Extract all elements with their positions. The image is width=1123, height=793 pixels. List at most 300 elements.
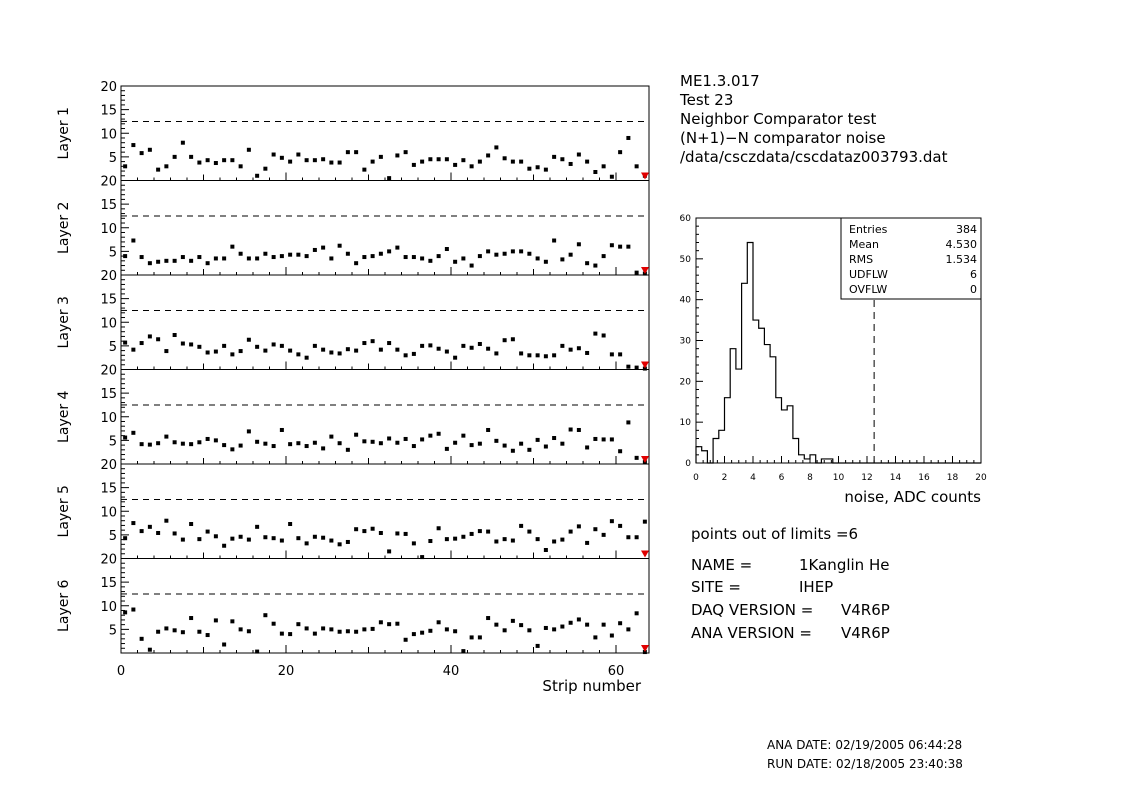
data-point: [445, 627, 449, 631]
data-point: [263, 252, 267, 256]
data-point: [255, 174, 259, 178]
data-point: [247, 429, 251, 433]
layer-plots: [56, 80, 649, 679]
hist-x-tick-label: 12: [861, 473, 873, 483]
data-point: [585, 541, 589, 545]
data-point: [395, 441, 399, 445]
data-point: [593, 527, 597, 531]
data-point: [420, 437, 424, 441]
data-point: [321, 626, 325, 630]
layer-label: Layer 2: [56, 201, 72, 254]
y-tick-label: 15: [100, 481, 117, 497]
data-point: [412, 255, 416, 259]
data-point: [577, 153, 581, 157]
data-point: [486, 347, 490, 351]
overflow-marker: [641, 173, 649, 180]
data-point: [371, 254, 375, 258]
data-point: [470, 635, 474, 639]
data-point: [140, 341, 144, 345]
data-point: [635, 271, 639, 275]
ana-version-value: V4R6P: [841, 624, 890, 642]
y-tick-label: 20: [100, 174, 117, 190]
layer-frame: [121, 181, 649, 276]
data-point: [263, 535, 267, 539]
y-tick-label: 20: [100, 80, 117, 95]
data-point: [230, 245, 234, 249]
data-point: [321, 446, 325, 450]
data-point: [288, 442, 292, 446]
data-point: [486, 530, 490, 534]
data-point: [461, 535, 465, 539]
data-point: [230, 447, 234, 451]
data-point: [321, 157, 325, 161]
data-point: [379, 348, 383, 352]
data-point: [453, 441, 457, 445]
data-point: [387, 249, 391, 253]
data-point: [395, 348, 399, 352]
data-point: [470, 443, 474, 447]
data-point: [305, 254, 309, 258]
data-point: [346, 629, 350, 633]
data-point: [544, 548, 548, 552]
data-point: [560, 538, 564, 542]
data-point: [148, 443, 152, 447]
hist-x-tick-label: 4: [750, 473, 756, 483]
data-point: [577, 242, 581, 246]
data-point: [643, 520, 647, 524]
data-point: [371, 527, 375, 531]
x-tick-label: 60: [607, 664, 625, 679]
data-point: [445, 537, 449, 541]
layer-label: Layer 5: [56, 485, 72, 538]
data-point: [329, 350, 333, 354]
data-point: [428, 259, 432, 263]
data-point: [445, 157, 449, 161]
layer-plot-6: [56, 553, 649, 655]
hist-x-tick-label: 8: [807, 473, 813, 483]
layer-frame: [121, 275, 649, 370]
data-point: [280, 632, 284, 636]
hist-x-tick-label: 10: [832, 473, 845, 483]
data-point: [610, 352, 614, 356]
data-point: [263, 349, 267, 353]
data-point: [626, 136, 630, 140]
data-point: [618, 245, 622, 249]
data-point: [173, 440, 177, 444]
layer-frame: [121, 559, 649, 654]
y-tick-label: 10: [100, 505, 117, 521]
data-point: [626, 535, 630, 539]
stats-value: 0: [970, 283, 977, 296]
data-point: [486, 249, 490, 253]
hist-y-tick-label: 0: [685, 459, 691, 469]
data-point: [131, 608, 135, 612]
data-point: [371, 160, 375, 164]
data-point: [494, 439, 498, 443]
data-point: [371, 627, 375, 631]
data-point: [593, 170, 597, 174]
y-tick-label: 5: [108, 150, 117, 166]
data-point: [354, 150, 358, 154]
hist-x-tick-label: 16: [918, 473, 930, 483]
data-point: [511, 160, 515, 164]
data-point: [395, 622, 399, 626]
data-point: [222, 344, 226, 348]
data-point: [288, 349, 292, 353]
data-point: [626, 365, 630, 369]
data-point: [338, 630, 342, 634]
data-point: [123, 436, 127, 440]
data-point: [626, 420, 630, 424]
points-out-label: points out of limits =: [691, 525, 849, 543]
hist-y-tick-label: 60: [679, 214, 691, 224]
data-point: [560, 344, 564, 348]
y-tick-label: 5: [108, 528, 117, 544]
data-point: [420, 344, 424, 348]
data-point: [412, 632, 416, 636]
data-point: [602, 437, 606, 441]
data-point: [618, 449, 622, 453]
data-point: [412, 444, 416, 448]
data-point: [239, 349, 243, 353]
data-point: [206, 530, 210, 534]
data-point: [379, 441, 383, 445]
data-point: [181, 255, 185, 259]
data-point: [164, 349, 168, 353]
data-point: [131, 348, 135, 352]
data-point: [329, 256, 333, 260]
data-point: [288, 253, 292, 257]
layer-label: Layer 3: [56, 296, 72, 349]
data-point: [181, 442, 185, 446]
data-point: [305, 356, 309, 360]
data-point: [610, 634, 614, 638]
data-point: [272, 255, 276, 259]
data-point: [181, 630, 185, 634]
y-tick-label: 20: [100, 458, 117, 473]
data-point: [305, 626, 309, 630]
layer-plot-1: [56, 80, 649, 181]
data-point: [148, 525, 152, 529]
data-point: [569, 348, 573, 352]
data-point: [519, 351, 523, 355]
site-value: IHEP: [799, 578, 834, 596]
data-point: [181, 538, 185, 542]
layer-frame: [121, 370, 649, 465]
data-point: [313, 158, 317, 162]
data-point: [437, 526, 441, 530]
noise-histogram: [680, 214, 987, 483]
data-point: [569, 530, 573, 534]
data-point: [602, 623, 606, 627]
data-point: [338, 542, 342, 546]
data-point: [362, 439, 366, 443]
data-point: [214, 256, 218, 260]
data-point: [486, 153, 490, 157]
data-point: [519, 442, 523, 446]
data-point: [511, 619, 515, 623]
data-point: [453, 629, 457, 633]
stats-value: 1.534: [945, 253, 977, 266]
data-point: [519, 524, 523, 528]
data-point: [461, 344, 465, 348]
data-point: [197, 255, 201, 259]
data-point: [296, 441, 300, 445]
data-point: [156, 337, 160, 341]
data-point: [140, 255, 144, 259]
x-tick-label: 40: [442, 664, 460, 679]
data-point: [519, 249, 523, 253]
hist-y-tick-label: 30: [679, 336, 691, 347]
data-point: [461, 434, 465, 438]
data-point: [156, 168, 160, 172]
data-point: [346, 540, 350, 544]
daq-version-value: V4R6P: [841, 601, 890, 619]
data-point: [404, 150, 408, 154]
y-tick-label: 15: [100, 103, 117, 119]
data-point: [536, 353, 540, 357]
data-point: [247, 338, 251, 342]
data-point: [362, 529, 366, 533]
y-tick-label: 20: [100, 363, 117, 379]
stats-box: [841, 218, 981, 299]
data-point: [189, 616, 193, 620]
data-point: [280, 539, 284, 543]
data-point: [437, 347, 441, 351]
data-point: [503, 628, 507, 632]
y-tick-label: 10: [100, 127, 117, 143]
data-point: [420, 256, 424, 260]
data-point: [338, 244, 342, 248]
data-point: [272, 622, 276, 626]
data-point: [123, 164, 127, 168]
data-point: [437, 157, 441, 161]
x-tick-label: 20: [277, 664, 295, 679]
data-point: [272, 342, 276, 346]
data-point: [618, 524, 622, 528]
data-point: [206, 261, 210, 265]
data-point: [140, 151, 144, 155]
data-point: [453, 356, 457, 360]
data-point: [197, 440, 201, 444]
data-point: [585, 623, 589, 627]
data-point: [544, 626, 548, 630]
data-point: [313, 535, 317, 539]
site-label: SITE =: [691, 578, 741, 596]
data-point: [610, 243, 614, 247]
data-point: [338, 441, 342, 445]
data-point: [387, 176, 391, 180]
data-point: [453, 260, 457, 264]
data-point: [461, 158, 465, 162]
data-point: [346, 252, 350, 256]
y-tick-label: 10: [100, 316, 117, 332]
data-point: [189, 155, 193, 159]
data-point: [148, 148, 152, 152]
data-point: [164, 626, 168, 630]
data-point: [626, 627, 630, 631]
data-point: [173, 259, 177, 263]
data-point: [189, 522, 193, 526]
layer-label: Layer 1: [56, 107, 72, 160]
data-point: [593, 264, 597, 268]
data-point: [602, 333, 606, 337]
data-point: [156, 260, 160, 264]
stats-label: OVFLW: [849, 283, 888, 296]
overflow-marker: [641, 456, 649, 463]
data-point: [610, 519, 614, 523]
layer-label: Layer 6: [56, 579, 72, 632]
data-point: [239, 535, 243, 539]
stats-label: UDFLW: [849, 268, 888, 281]
data-point: [536, 165, 540, 169]
data-point: [305, 541, 309, 545]
data-point: [552, 353, 556, 357]
run-date-label: RUN DATE:: [767, 757, 833, 771]
data-point: [222, 158, 226, 162]
y-tick-label: 20: [100, 552, 117, 568]
data-point: [437, 254, 441, 258]
data-point: [230, 537, 234, 541]
y-tick-label: 5: [108, 339, 117, 355]
stats-label: Mean: [849, 238, 879, 251]
data-point: [635, 164, 639, 168]
data-point: [503, 537, 507, 541]
data-point: [379, 620, 383, 624]
data-point: [255, 440, 259, 444]
data-point: [470, 264, 474, 268]
data-point: [255, 345, 259, 349]
data-point: [420, 631, 424, 635]
data-point: [156, 630, 160, 634]
y-tick-label: 15: [100, 387, 117, 403]
data-point: [189, 442, 193, 446]
data-point: [585, 351, 589, 355]
data-point: [247, 629, 251, 633]
data-point: [371, 339, 375, 343]
data-point: [552, 436, 556, 440]
data-point: [585, 261, 589, 265]
data-point: [486, 616, 490, 620]
y-tick-label: 10: [100, 599, 117, 615]
run-date-value: 02/18/2005 23:40:38: [836, 757, 963, 771]
data-point: [346, 448, 350, 452]
data-point: [519, 623, 523, 627]
hist-y-tick-label: 40: [679, 295, 691, 306]
data-point: [379, 252, 383, 256]
data-point: [239, 252, 243, 256]
data-point: [511, 449, 515, 453]
data-point: [148, 334, 152, 338]
data-point: [214, 534, 218, 538]
data-point: [618, 621, 622, 625]
data-point: [206, 350, 210, 354]
data-point: [428, 434, 432, 438]
data-point: [296, 253, 300, 257]
data-point: [536, 438, 540, 442]
data-point: [164, 435, 168, 439]
data-point: [461, 649, 465, 653]
data-point: [437, 620, 441, 624]
data-point: [428, 539, 432, 543]
data-point: [288, 522, 292, 526]
data-point: [511, 539, 515, 543]
data-point: [486, 428, 490, 432]
data-point: [123, 254, 127, 258]
data-point: [404, 532, 408, 536]
data-point: [593, 332, 597, 336]
data-point: [222, 443, 226, 447]
data-point: [552, 239, 556, 243]
data-point: [354, 349, 358, 353]
data-point: [428, 629, 432, 633]
data-point: [494, 253, 498, 257]
data-point: [412, 163, 416, 167]
data-point: [206, 158, 210, 162]
data-point: [131, 143, 135, 147]
data-point: [354, 527, 358, 531]
layer-label: Layer 4: [56, 390, 72, 443]
data-point: [214, 161, 218, 165]
data-point: [239, 164, 243, 168]
data-point: [503, 444, 507, 448]
stats-label: RMS: [849, 253, 874, 266]
data-point: [140, 637, 144, 641]
data-point: [478, 160, 482, 164]
data-point: [478, 635, 482, 639]
data-point: [569, 253, 573, 257]
data-point: [527, 252, 531, 256]
data-point: [552, 155, 556, 159]
data-point: [610, 175, 614, 179]
data-point: [263, 613, 267, 617]
data-point: [503, 252, 507, 256]
data-point: [577, 524, 581, 528]
test-number: Test 23: [680, 91, 734, 109]
data-point: [321, 348, 325, 352]
data-point: [272, 153, 276, 157]
data-point: [387, 436, 391, 440]
data-point: [123, 341, 127, 345]
data-point: [313, 344, 317, 348]
data-point: [222, 256, 226, 260]
data-point: [280, 428, 284, 432]
data-point: [618, 150, 622, 154]
data-point: [404, 437, 408, 441]
data-point: [338, 351, 342, 355]
data-point: [577, 428, 581, 432]
data-point: [197, 537, 201, 541]
data-point: [544, 168, 548, 172]
data-point: [197, 630, 201, 634]
data-point: [148, 648, 152, 652]
data-point: [296, 622, 300, 626]
data-point: [181, 141, 185, 145]
y-tick-label: 5: [108, 623, 117, 639]
data-point: [412, 352, 416, 356]
data-point: [197, 345, 201, 349]
layer-plot-3: [56, 269, 649, 371]
data-point: [131, 239, 135, 243]
data-point: [173, 155, 177, 159]
name-label: NAME =: [691, 556, 753, 574]
overflow-marker: [641, 362, 649, 369]
data-point: [255, 256, 259, 260]
data-point: [536, 644, 540, 648]
data-point: [453, 163, 457, 167]
data-point: [329, 539, 333, 543]
data-point: [280, 344, 284, 348]
